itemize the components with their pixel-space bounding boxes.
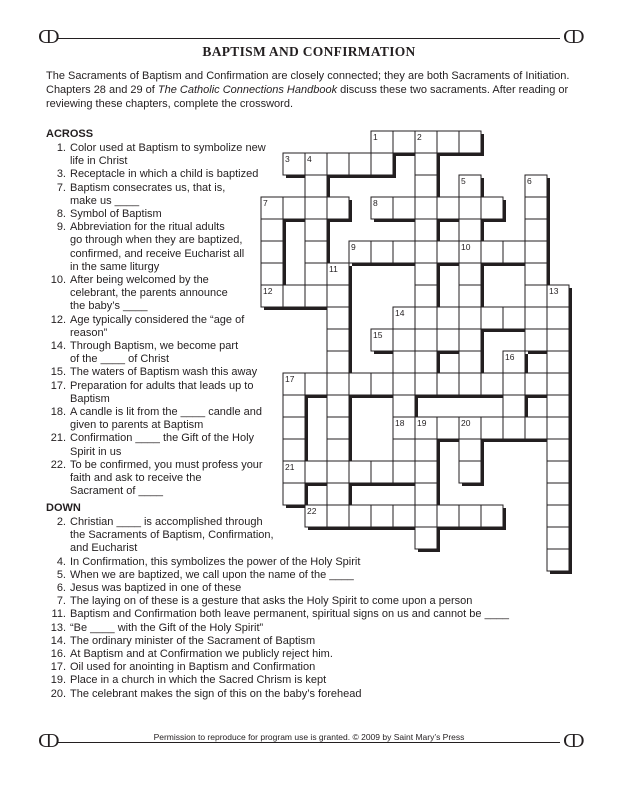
- cell-number: 22: [307, 506, 317, 516]
- grid-cell[interactable]: [415, 153, 437, 175]
- grid-cell[interactable]: [393, 197, 415, 219]
- grid-cell[interactable]: [481, 373, 503, 395]
- clue-number: 13.: [50, 621, 66, 634]
- clue-text: Sacrament of ____: [70, 485, 163, 498]
- grid-cell[interactable]: [305, 241, 327, 263]
- clue-text: Symbol of Baptism: [70, 208, 162, 220]
- clue-number: 4.: [56, 555, 66, 568]
- grid-cell[interactable]: [437, 241, 459, 263]
- cell-number: 14: [395, 308, 405, 318]
- grid-cell[interactable]: [393, 241, 415, 263]
- clue-number: 12.: [50, 313, 66, 326]
- grid-cell[interactable]: [525, 373, 547, 395]
- clue-number: 8.: [56, 208, 66, 220]
- grid-cell[interactable]: [459, 307, 481, 329]
- grid-cell[interactable]: [305, 285, 327, 307]
- clue-number: 18.: [50, 406, 66, 418]
- grid-cell[interactable]: [393, 461, 415, 483]
- clue-text: Place in a church in which the Sacred Chrism is kept: [70, 674, 327, 687]
- clue-text: “Be ____ with the Gift of the Holy Spirit”: [70, 621, 264, 634]
- grid-cell[interactable]: [525, 285, 547, 307]
- clue-number: 14.: [50, 340, 66, 352]
- grid-cell[interactable]: [547, 439, 569, 461]
- grid-cell[interactable]: [327, 461, 349, 483]
- grid-cell[interactable]: [349, 373, 371, 395]
- clue-text: After being welcomed by the: [70, 274, 209, 286]
- grid-cell[interactable]: [525, 263, 547, 285]
- clue-text: The ordinary minister of the Sacrament of Baptism: [70, 634, 316, 647]
- cell-number: 6: [527, 176, 532, 186]
- clue-text: make us ____: [70, 194, 140, 207]
- grid-cell[interactable]: [415, 351, 437, 373]
- grid-cell[interactable]: [525, 329, 547, 351]
- clue-number: 15.: [50, 366, 66, 379]
- grid-cell[interactable]: [481, 307, 503, 329]
- grid-cell[interactable]: [437, 197, 459, 219]
- grid-cell[interactable]: [393, 351, 415, 373]
- grid-cell[interactable]: [415, 329, 437, 351]
- grid-cell[interactable]: [525, 307, 547, 329]
- intro-text-2: discuss these two sacraments. After reading or reviewing these chapters, complete the crossword.: [46, 84, 569, 111]
- grid-cell[interactable]: [305, 197, 327, 219]
- clue-number: 1.: [56, 142, 66, 154]
- grid-cell[interactable]: [459, 351, 481, 373]
- grid-cell[interactable]: [327, 395, 349, 417]
- grid-cell[interactable]: [415, 527, 437, 549]
- cell-number: 15: [373, 330, 383, 340]
- grid-cell[interactable]: [305, 219, 327, 241]
- across-heading: ACROSS: [46, 128, 94, 140]
- grid-cell[interactable]: [415, 197, 437, 219]
- cell-number: 21: [285, 462, 295, 472]
- grid-cell[interactable]: [437, 307, 459, 329]
- cell-number: 7: [263, 198, 268, 208]
- clue-text: Jesus was baptized in one of these: [70, 582, 242, 594]
- grid-cell[interactable]: [437, 505, 459, 527]
- grid-cell[interactable]: [371, 461, 393, 483]
- grid-cell[interactable]: [415, 439, 437, 461]
- grid-cell[interactable]: [371, 373, 393, 395]
- clue-number: 20.: [50, 687, 66, 700]
- grid-cell[interactable]: [393, 439, 415, 461]
- grid-cell[interactable]: [327, 329, 349, 351]
- grid-cell[interactable]: [305, 461, 327, 483]
- clue-text: Baptism and Confirmation both leave permanent, spiritual signs on us and cannot be ____: [70, 608, 510, 621]
- ornament-bottom-right: ↀ: [563, 731, 585, 752]
- cell-number: 18: [395, 418, 405, 428]
- grid-cell[interactable]: [547, 329, 569, 351]
- down-heading: DOWN: [46, 502, 81, 514]
- grid-cell[interactable]: [481, 241, 503, 263]
- cell-number: 5: [461, 176, 466, 186]
- grid-cell[interactable]: [503, 307, 525, 329]
- grid-cell[interactable]: [415, 285, 437, 307]
- grid-cell[interactable]: [437, 329, 459, 351]
- grid-cell[interactable]: [503, 395, 525, 417]
- clue-text: Abbreviation for the ritual adults: [70, 221, 225, 234]
- clue-text: Baptism: [70, 392, 110, 405]
- clue-text: of the ____ of Christ: [70, 353, 170, 366]
- clue-text: Age typically considered the “age of: [70, 313, 245, 326]
- grid-cell[interactable]: [547, 527, 569, 549]
- grid-cell[interactable]: [283, 417, 305, 439]
- grid-cell[interactable]: [459, 219, 481, 241]
- clue-number: 22.: [50, 458, 66, 471]
- clue-number: 7.: [56, 595, 66, 608]
- clue-text: Receptacle in which a child is baptized: [70, 168, 259, 181]
- clue-text: Confirmation ____ the Gift of the Holy: [70, 432, 255, 445]
- clue-text: At Baptism and at Confirmation we publicly reject him.: [70, 648, 333, 660]
- clue-text: In Confirmation, this symbolizes the power of the Holy Spirit: [70, 555, 361, 568]
- intro-book-title: The Catholic Connections Handbook: [157, 84, 338, 97]
- clue-number: 6.: [56, 582, 66, 594]
- grid-cell[interactable]: [305, 263, 327, 285]
- grid-cell[interactable]: [393, 329, 415, 351]
- grid-cell[interactable]: [459, 263, 481, 285]
- grid-cell[interactable]: [283, 285, 305, 307]
- grid-cell[interactable]: [437, 131, 459, 153]
- clue-text: Preparation for adults that leads up to: [70, 379, 254, 392]
- grid-cell[interactable]: [283, 197, 305, 219]
- grid-cell[interactable]: [415, 263, 437, 285]
- clue-text: confirmed, and receive Eucharist all: [70, 247, 245, 260]
- grid-cell[interactable]: [327, 351, 349, 373]
- clue-text: reason”: [70, 326, 108, 339]
- clue-text: the baby’s ____: [70, 300, 148, 313]
- grid-cell[interactable]: [283, 395, 305, 417]
- cell-number: 8: [373, 198, 378, 208]
- grid-cell[interactable]: [305, 175, 327, 197]
- grid-cell[interactable]: [459, 439, 481, 461]
- clue-text: in the same liturgy: [70, 260, 160, 273]
- cell-number: 19: [417, 418, 427, 428]
- grid-cell[interactable]: [393, 131, 415, 153]
- grid-cell[interactable]: [415, 241, 437, 263]
- ornament-top-right: ↀ: [563, 27, 585, 48]
- grid-cell[interactable]: [547, 395, 569, 417]
- grid-cell[interactable]: [547, 351, 569, 373]
- copyright-footer: Permission to reproduce for program use is granted. © 2009 by Saint Mary’s Press: [153, 732, 465, 742]
- clue-text: celebrant, the parents announce: [70, 287, 228, 300]
- grid-cell[interactable]: [349, 153, 371, 175]
- grid-cell[interactable]: [459, 329, 481, 351]
- clue-text: Color used at Baptism to symbolize new: [70, 142, 266, 154]
- grid-cell[interactable]: [503, 417, 525, 439]
- grid-cell[interactable]: [547, 461, 569, 483]
- cell-number: 17: [285, 374, 295, 384]
- clue-number: 3.: [56, 168, 66, 181]
- cell-number: 13: [549, 286, 559, 296]
- clue-text: The waters of Baptism wash this away: [70, 366, 258, 379]
- grid-cell[interactable]: [525, 241, 547, 263]
- clue-text: Spirit in us: [70, 445, 122, 458]
- grid-cell[interactable]: [525, 197, 547, 219]
- grid-cell[interactable]: [481, 197, 503, 219]
- clue-text: Oil used for anointing in Baptism and Confirmation: [70, 661, 316, 674]
- clue-text: and Eucharist: [70, 542, 138, 555]
- grid-cell[interactable]: [283, 439, 305, 461]
- grid-cell[interactable]: [327, 197, 349, 219]
- grid-cell[interactable]: [371, 153, 393, 175]
- clue-number: 2.: [56, 516, 66, 528]
- grid-cell[interactable]: [459, 373, 481, 395]
- cell-number: 12: [263, 286, 273, 296]
- clue-text: faith and ask to receive the: [70, 471, 202, 484]
- grid-cell[interactable]: [525, 219, 547, 241]
- cell-number: 1: [373, 132, 378, 142]
- grid-cell[interactable]: [481, 505, 503, 527]
- cell-number: 2: [417, 132, 422, 142]
- grid-cell[interactable]: [327, 439, 349, 461]
- clue-text: A candle is lit from the ____ candle and: [70, 406, 263, 418]
- grid-cell[interactable]: [371, 505, 393, 527]
- grid-cell[interactable]: [459, 197, 481, 219]
- grid-cell[interactable]: [415, 175, 437, 197]
- grid-cell[interactable]: [327, 483, 349, 505]
- grid-cell[interactable]: [525, 417, 547, 439]
- grid-cell[interactable]: [415, 373, 437, 395]
- clue-number: 17.: [50, 661, 66, 674]
- grid-cell[interactable]: [415, 219, 437, 241]
- grid-cell[interactable]: [349, 505, 371, 527]
- clue-text: life in Christ: [70, 155, 128, 168]
- grid-cell[interactable]: [327, 153, 349, 175]
- grid-cell[interactable]: [459, 505, 481, 527]
- grid-cell[interactable]: [261, 241, 283, 263]
- grid-cell[interactable]: [481, 417, 503, 439]
- clue-text: The celebrant makes the sign of this on the baby’s forehead: [70, 687, 362, 700]
- grid-cell[interactable]: [547, 505, 569, 527]
- grid-cell[interactable]: [547, 417, 569, 439]
- grid-cell[interactable]: [437, 373, 459, 395]
- cell-number: 10: [461, 242, 471, 252]
- clue-text: The laying on of these is a gesture that asks the Holy Spirit to come upon a person: [70, 595, 473, 608]
- clue-number: 16.: [50, 648, 66, 660]
- cell-number: 16: [505, 352, 515, 362]
- grid-cell[interactable]: [393, 373, 415, 395]
- clue-number: 11.: [51, 608, 66, 621]
- clue-number: 9.: [56, 221, 66, 234]
- clue-number: 7.: [56, 181, 66, 194]
- grid-cell[interactable]: [503, 373, 525, 395]
- grid-cell[interactable]: [459, 131, 481, 153]
- grid-cell[interactable]: [393, 395, 415, 417]
- clue-text: To be confirmed, you must profess your: [70, 458, 263, 471]
- grid-cell[interactable]: [415, 483, 437, 505]
- grid-cell[interactable]: [393, 505, 415, 527]
- grid-cell[interactable]: [261, 263, 283, 285]
- grid-cell[interactable]: [327, 505, 349, 527]
- grid-cell[interactable]: [503, 241, 525, 263]
- grid-cell[interactable]: [547, 483, 569, 505]
- clue-text: When we are baptized, we call upon the name of the ____: [70, 568, 354, 581]
- grid-cell[interactable]: [305, 373, 327, 395]
- grid-cell[interactable]: [283, 483, 305, 505]
- grid-cell[interactable]: [327, 307, 349, 329]
- cell-number: 3: [285, 154, 290, 164]
- grid-cell[interactable]: [327, 417, 349, 439]
- clue-text: the Sacraments of Baptism, Confirmation,: [70, 529, 274, 542]
- grid-cell[interactable]: [547, 307, 569, 329]
- page-title: BAPTISM AND CONFIRMATION: [202, 44, 416, 59]
- cell-number: 9: [351, 242, 356, 252]
- ornament-bottom-left: ↀ: [38, 731, 60, 752]
- grid-cell[interactable]: [547, 549, 569, 571]
- grid-cell[interactable]: [459, 285, 481, 307]
- grid-cell[interactable]: [261, 219, 283, 241]
- grid-cell[interactable]: [415, 461, 437, 483]
- grid-cell[interactable]: [415, 307, 437, 329]
- grid-cell[interactable]: [371, 241, 393, 263]
- cell-number: 20: [461, 418, 471, 428]
- clue-number: 17.: [50, 379, 66, 392]
- clue-number: 21.: [50, 432, 66, 445]
- clue-text: Baptism consecrates us, that is,: [70, 181, 226, 194]
- clue-text: Christian ____ is accomplished through: [70, 516, 263, 528]
- clue-number: 5.: [56, 568, 66, 581]
- clue-number: 14.: [50, 634, 66, 647]
- intro-text-1: The Sacraments of Baptism and Confirmation are closely connected; they are both Sacraments of Initiation. Chapters 28 and 29 of: [46, 70, 570, 97]
- grid-cell[interactable]: [327, 373, 349, 395]
- clue-number: 10.: [50, 274, 66, 286]
- grid-cell[interactable]: [349, 461, 371, 483]
- grid-cell[interactable]: [415, 505, 437, 527]
- cell-number: 4: [307, 154, 312, 164]
- grid-cell[interactable]: [459, 461, 481, 483]
- grid-cell[interactable]: [327, 285, 349, 307]
- clue-text: given to parents at Baptism: [70, 419, 204, 432]
- clue-number: 19.: [50, 674, 66, 687]
- cell-number: 11: [329, 264, 338, 274]
- ornament-top-left: ↀ: [38, 27, 60, 48]
- clue-text: Through Baptism, we become part: [70, 340, 239, 352]
- clue-text: go through when they are baptized,: [70, 234, 243, 247]
- grid-cell[interactable]: [437, 417, 459, 439]
- grid-cell[interactable]: [547, 373, 569, 395]
